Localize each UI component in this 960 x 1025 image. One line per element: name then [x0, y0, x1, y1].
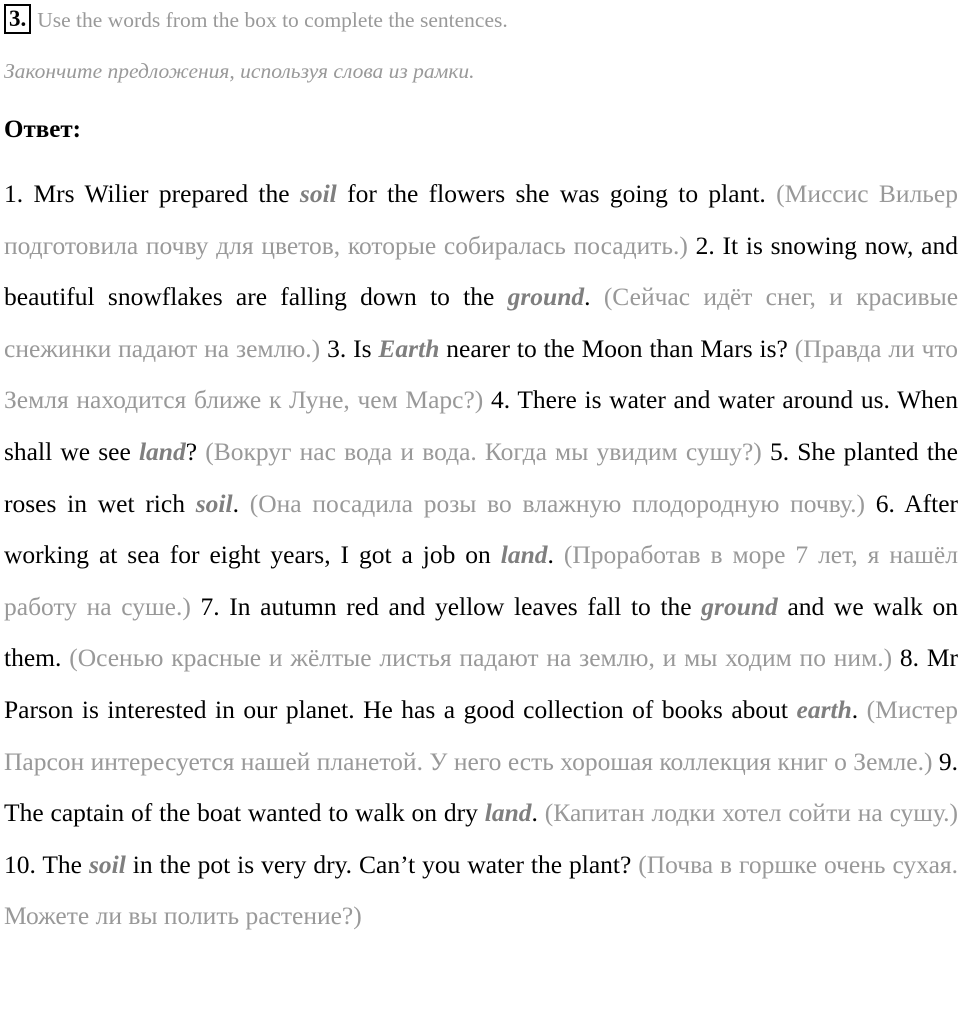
task-instruction: Use the words from the box to complete the sentences. [37, 8, 508, 32]
item-number: 6. [875, 488, 895, 518]
item-translation: (Проработав в море 7 лет, я нашёл работу на суше.) [4, 540, 958, 621]
item-translation: (Она посадила розы во влажную плодородную почву.) [249, 488, 865, 518]
item-number: 8. [899, 643, 920, 673]
item-text-before: In autumn red and yellow leaves fall to the [219, 591, 702, 621]
item-translation: (Сейчас идёт снег, и красивые снежинки падают на землю.) [4, 282, 959, 363]
item-text-before: The captain of the boat wanted to walk on dry [4, 798, 485, 828]
item-number: 1. [4, 179, 24, 208]
item-text-before: Mr Parson is interested in our planet. He has a good collection of books about [4, 643, 959, 724]
item-text-before: The [35, 849, 89, 879]
item-keyword: ground [507, 282, 585, 312]
item-keyword: land [484, 798, 532, 828]
item-keyword: soil [299, 179, 337, 208]
item-text-before: Is [346, 333, 379, 363]
item-translation: (Почва в горшке очень сухая. Можете ли вы полить растение?) [4, 849, 959, 931]
item-translation: (Мистер Парсон интересуется нашей планетой. У него есть хорошая коллекция книг о Земле.) [4, 694, 959, 776]
task-number-box: 3. [4, 4, 31, 34]
item-keyword: land [500, 540, 548, 570]
item-number: 4. [491, 385, 511, 415]
item-translation: (Вокруг нас вода и вода. Когда мы увидим сушу?) [205, 436, 762, 466]
answer-body [4, 168, 958, 942]
item-text-after: nearer to the Moon than Mars is? [439, 333, 788, 363]
item-keyword: soil [88, 849, 126, 879]
item-keyword: ground [701, 591, 778, 621]
item-keyword: Earth [378, 333, 440, 363]
item-text-after: in the pot is very dry. Can’t you water the plant? [125, 849, 632, 879]
item-text-before: She planted the roses in wet rich [4, 436, 958, 518]
task-instruction-ru: Закончите предложения, используя слова из рамки. [4, 59, 475, 83]
item-keyword: soil [195, 488, 233, 518]
item-number: 10. [4, 849, 36, 879]
answer-item-10 [4, 850, 958, 931]
item-number: 9. [938, 746, 958, 776]
answer-label: Ответ: [4, 116, 81, 143]
task-header [4, 2, 954, 38]
item-keyword: earth [796, 694, 852, 724]
item-text-after: . [584, 282, 591, 312]
item-text-before: After working at sea for eight years, I got a job on [4, 488, 959, 570]
item-text-after: for the flowers she was going to plant. [336, 179, 766, 208]
item-text-after: and we walk on them. [4, 591, 959, 673]
item-translation: (Миссис Вильер подготовила почву для цветов, которые собиралась посадить.) [4, 179, 958, 260]
item-text-after: . [851, 694, 859, 724]
item-text-before: It is snowing now, and beautiful snowflakes are falling down to the [4, 230, 958, 312]
item-text-before: There is water and water around us. When shall we see [4, 385, 958, 466]
item-translation: (Правда ли что Земля находится ближе к Луне, чем Марс?) [4, 333, 959, 415]
item-number: 5. [769, 436, 790, 466]
item-number: 7. [200, 591, 220, 621]
item-text-after: . [232, 488, 239, 518]
item-text-after: ? [185, 436, 198, 466]
item-number: 3. [327, 333, 347, 363]
item-number: 2. [695, 230, 715, 260]
item-text-before: Mrs Wilier prepared the [23, 179, 300, 208]
item-translation: (Капитан лодки хотел сойти на сушу.) [544, 798, 958, 828]
answer-paragraph [4, 168, 958, 942]
item-keyword: land [138, 436, 186, 466]
item-text-after: . [547, 540, 554, 570]
item-translation: (Осенью красные и жёлтые листья падают на землю, и мы ходим по ним.) [69, 643, 893, 673]
item-text-after: . [531, 798, 538, 828]
